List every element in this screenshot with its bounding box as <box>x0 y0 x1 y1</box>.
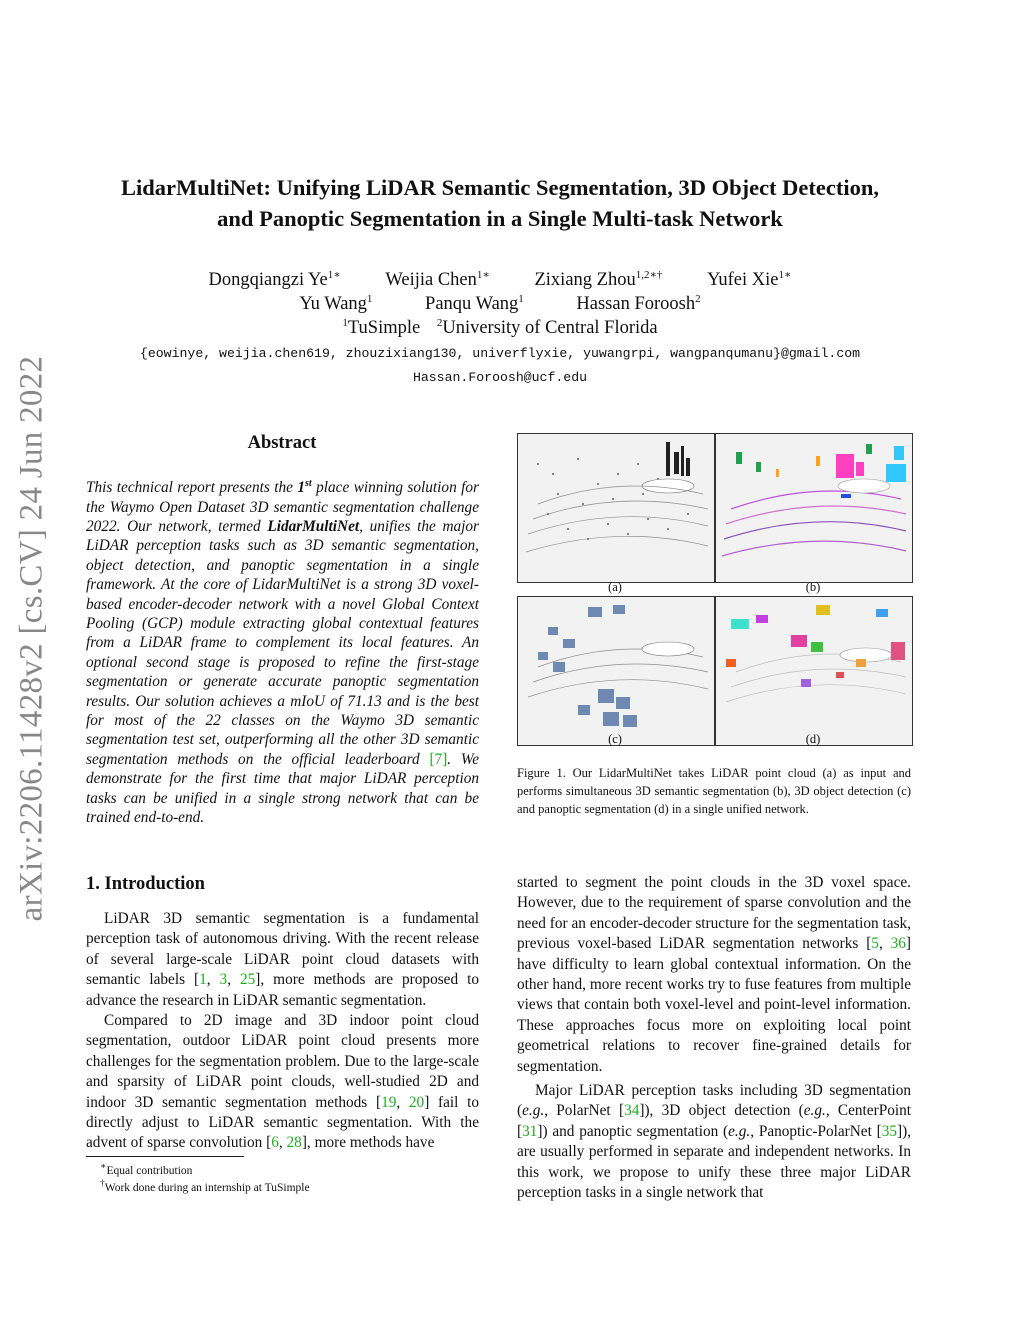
intro-paragraph-1 <box>86 909 479 1011</box>
paragraph-text: ]), 3D object detection ( <box>639 1102 804 1120</box>
citation-separator: , <box>227 971 240 989</box>
abbreviation: e.g. <box>728 1122 751 1140</box>
citation-separator: , <box>278 1134 287 1152</box>
author-emails[interactable]: {eowinye, weijia.chen619, zhouzixiang130, univerflyxie, yuwangrpi, wangpanqumanu}@gmail.com <box>139 346 861 361</box>
figure-caption: Figure 1. Our LidarMultiNet takes LiDAR point cloud (a) as input and performs simultaneous 3D semantic segmentation (b), 3D object detection (c) and panoptic segmentation (d) in a single unified network. <box>517 766 911 816</box>
paragraph-text: Compared to 2D image and 3D indoor point cloud segmentation, outdoor LiDAR point cloud presents more challenges for the segmentation problem. Due to the large-scale and sparsity of LiDAR point clouds, well-studied 2D and indoor 3D semantic segmentation methods [ <box>86 1012 479 1111</box>
citation-link[interactable]: 35 <box>881 1122 897 1140</box>
paragraph-text: ] fail to directly adjust to LiDAR semantic segmentation. With the advent of sparse convolution [ <box>86 1093 480 1152</box>
author-affiliation-mark: 1 <box>366 293 373 305</box>
abstract-text: This technical report presents the <box>86 479 298 497</box>
paragraph-text: , PolarNet [ <box>544 1102 625 1120</box>
paragraph-text: , CenterPoint [ <box>517 1102 911 1140</box>
author-affiliation-mark: 1∗ <box>476 269 490 281</box>
abstract-text: , unifies the major LiDAR perception tasks such as 3D semantic segmentation, object detection, and panoptic segmentation in a single framework. At the core of LidarMultiNet is a strong 3D voxel-based encoder-decoder network with a novel Global Context Pooling (GCP) module extracting global contextual features from a LiDAR frame to complement its local features. An optional second stage is proposed to refine the first-stage segmentation or generate accurate panoptic segmentation results. Our solution achieves a mIoU of 71.13 and is the best for most of the 22 classes on the Waymo 3D semantic segmentation test set, outperforming all the other 3D semantic segmentation methods on the official leaderboard <box>86 517 479 768</box>
affiliation-name: University of Central Florida <box>442 318 658 339</box>
affiliation <box>342 317 420 339</box>
citation-link[interactable]: 1 <box>199 971 207 989</box>
author-affiliation-mark: 1∗ <box>327 269 341 281</box>
figure-panel-b-semantic-segmentation <box>715 433 913 583</box>
citation-link[interactable]: 6 <box>271 1134 279 1152</box>
footnote-mark: ∗ <box>100 1161 107 1172</box>
footnote-text: Work done during an internship at TuSimple <box>104 1181 310 1194</box>
author-affiliation-mark: 1,2∗† <box>635 269 663 281</box>
paragraph-text: , Panoptic-PolarNet [ <box>750 1122 882 1140</box>
figure-panel-c-object-detection <box>517 596 715 746</box>
author-affiliation-mark: 1∗ <box>778 269 792 281</box>
abstract-text: . We demonstrate for the first time that major LiDAR perception tasks can be unified in a single strong network that can be trained end-to-end. <box>86 750 479 826</box>
author-name: Weijia Chen <box>385 270 477 291</box>
citation-separator: , <box>206 971 220 989</box>
section-heading-introduction: 1. Introduction <box>86 874 205 894</box>
authors-row-2 <box>100 293 900 315</box>
network-name: LidarMultiNet <box>267 517 360 535</box>
figure-label-d: (d) <box>805 732 821 746</box>
affiliation-mark: 2 <box>436 317 443 329</box>
footnote-divider <box>86 1156 244 1157</box>
author-name: Panqu Wang <box>425 294 519 315</box>
paragraph-text: ], more methods are proposed to advance the research in LiDAR semantic segmentation. <box>86 971 479 1009</box>
abstract-place: 1 <box>297 479 306 497</box>
abstract-text: place winning solution for the Waymo Open Dataset 3D semantic segmentation challenge 2022. Our network, termed <box>86 479 480 535</box>
figure-label-b: (b) <box>805 580 821 594</box>
citation-link[interactable]: 25 <box>240 971 256 989</box>
affiliation-name: TuSimple <box>347 318 421 339</box>
figure-panel-a-point-cloud <box>517 433 715 583</box>
author-name: Hassan Foroosh <box>576 294 696 315</box>
paragraph-text: ] have difficulty to learn global contextual information. On the other hand, more recent works try to fuse features from multiple views that contain both voxel-level and point-level information. These approaches focus more on exploiting local point geometrical relations to recover fine-grained details for segmentation. <box>517 935 911 1075</box>
author-name: Yu Wang <box>299 294 367 315</box>
footnote-mark: † <box>100 1178 105 1189</box>
author <box>576 293 700 315</box>
affiliations <box>100 317 900 339</box>
citation-link[interactable]: [7] <box>429 750 448 768</box>
citation-link[interactable]: 34 <box>624 1102 640 1120</box>
citation-link[interactable]: 31 <box>522 1122 538 1140</box>
abstract-body <box>86 474 479 827</box>
author-affiliation-mark: 1 <box>518 293 524 305</box>
intro-right-column <box>517 873 911 1204</box>
paragraph-text: Major LiDAR perception tasks including 3D segmentation ( <box>517 1082 911 1120</box>
abbreviation: e.g. <box>803 1102 826 1120</box>
footnote-equal-contribution <box>100 1161 192 1177</box>
intro-paragraph-4 <box>517 1081 911 1203</box>
footnote-text: Equal contribution <box>106 1164 193 1177</box>
author-name: Dongqiangzi Ye <box>208 270 328 291</box>
arxiv-identifier: arXiv:2206.11428v2 [cs.CV] 24 Jun 2022 <box>13 355 50 922</box>
author-affiliation-mark: 2 <box>695 293 701 305</box>
author <box>425 293 524 315</box>
citation-link[interactable]: 19 <box>381 1093 397 1111</box>
title-line-1: LidarMultiNet: Unifying LiDAR Semantic Segmentation, 3D Object Detection, <box>120 175 880 200</box>
paragraph-text: ], more methods have <box>301 1134 435 1152</box>
citation-link[interactable]: 28 <box>286 1134 302 1152</box>
abbreviation: e.g. <box>522 1102 545 1120</box>
citation-separator: , <box>878 935 891 953</box>
affiliation <box>437 317 658 339</box>
author <box>707 268 791 291</box>
intro-paragraph-2 <box>86 1011 479 1154</box>
author-name: Yufei Xie <box>707 270 779 291</box>
paragraph-text: started to segment the point clouds in the 3D voxel space. However, due to the requirement of sparse convolution and the need for an encoder-decoder structure for the segmentation task, previous voxel-based LiDAR segmentation networks [ <box>517 874 911 953</box>
citation-separator: , <box>396 1093 409 1111</box>
author-email-ucf[interactable]: Hassan.Foroosh@ucf.edu <box>412 370 588 385</box>
author <box>209 268 341 291</box>
paragraph-text: ]) and panoptic segmentation ( <box>537 1122 729 1140</box>
paper-title <box>60 172 940 234</box>
intro-left-column <box>86 909 479 1154</box>
intro-paragraph-3 <box>517 873 911 1077</box>
authors-row-1 <box>100 268 900 291</box>
footnote-internship <box>100 1178 310 1194</box>
abstract-place-suffix: st <box>305 478 312 489</box>
author <box>385 268 489 291</box>
author-name: Zixiang Zhou <box>534 270 636 291</box>
citation-link[interactable]: 3 <box>219 971 228 989</box>
abstract-heading: Abstract <box>247 433 317 453</box>
figure-panel-d-panoptic-segmentation <box>715 596 913 746</box>
paragraph-text: ]), are usually performed in separate and independent networks. In this work, we propose to unify these three major LiDAR perception tasks in a single network that <box>517 1122 912 1202</box>
paragraph-text: LiDAR 3D semantic segmentation is a fundamental perception task of autonomous driving. With the recent release of several large-scale LiDAR point cloud datasets with semantic labels [ <box>86 910 479 989</box>
figure-label-c: (c) <box>608 732 622 746</box>
citation-link[interactable]: 5 <box>871 935 879 953</box>
author <box>299 293 372 315</box>
title-line-2: and Panoptic Segmentation in a Single Multi-task Network <box>217 206 783 231</box>
author <box>534 268 662 291</box>
figure-label-a: (a) <box>608 580 622 594</box>
citation-link[interactable]: 36 <box>890 935 906 953</box>
affiliation-mark: 1 <box>342 317 348 329</box>
citation-link[interactable]: 20 <box>408 1093 425 1111</box>
